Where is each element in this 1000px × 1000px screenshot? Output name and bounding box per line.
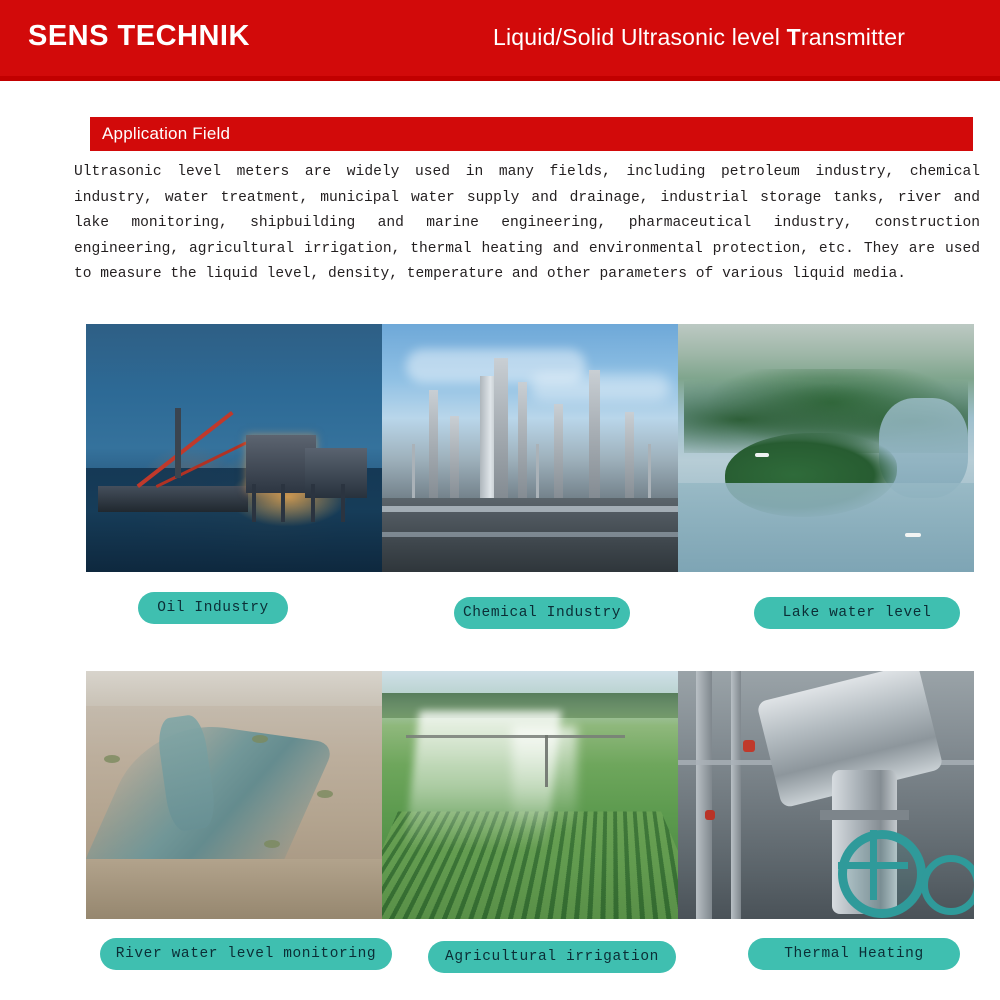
caption-row-2 (86, 938, 974, 980)
image-agricultural-irrigation (382, 671, 678, 919)
gallery-row-2 (86, 671, 974, 919)
barge-shape (98, 486, 248, 512)
shrub-shape (264, 840, 280, 848)
caption-agricultural-irrigation: Agricultural irrigation (428, 941, 676, 973)
header-underline (0, 76, 1000, 81)
irrigation-boom (406, 735, 625, 738)
red-fitting (743, 740, 755, 752)
river-bank (86, 859, 382, 919)
flange-plate (820, 810, 909, 820)
platform-leg (281, 484, 285, 522)
derrick-tower (175, 408, 181, 478)
pipe-rack (382, 506, 678, 512)
brand-logo-text: SENS TECHNIK (28, 20, 250, 52)
image-oil-industry (86, 324, 382, 572)
chimney-stack (554, 404, 563, 508)
page-title-text-end: ransmitter (800, 24, 906, 50)
page-title-emphasis: T (786, 24, 801, 50)
valve-wheel-secondary-icon (921, 855, 974, 915)
page-header (0, 0, 1000, 76)
shrub-shape (104, 755, 120, 763)
irrigation-mast (545, 735, 548, 787)
pipe-rack (382, 532, 678, 537)
platform-leg (311, 484, 315, 522)
chimney-stack (450, 416, 459, 508)
boat-shape (905, 533, 921, 537)
caption-river-water-level-monitoring: River water level monitoring (100, 938, 392, 970)
caption-oil-industry: Oil Industry (138, 592, 288, 624)
boat-shape (755, 453, 769, 457)
caption-row-1 (86, 588, 974, 630)
caption-lake-water-level: Lake water level (754, 597, 960, 629)
image-chemical-industry (382, 324, 678, 572)
page-title (493, 24, 905, 51)
chimney-stack (494, 358, 508, 508)
vertical-pipe (731, 671, 741, 919)
water-body-lower (678, 483, 974, 572)
chimney-stack (589, 370, 600, 508)
chimney-stack (518, 382, 527, 508)
image-lake-water-level (678, 324, 974, 572)
platform-leg (252, 484, 256, 522)
section-header-application-field (84, 117, 973, 151)
platform-leg (341, 484, 345, 522)
vertical-pipe (696, 671, 712, 919)
shrub-shape (317, 790, 333, 798)
gallery-row-1 (86, 324, 974, 572)
red-fitting (705, 810, 715, 820)
caption-thermal-heating: Thermal Heating (748, 938, 960, 970)
valve-spokes-icon (838, 830, 908, 900)
image-river-water-level-monitoring (86, 671, 382, 919)
image-thermal-heating (678, 671, 974, 919)
page-title-text: Liquid/Solid Ultrasonic level (493, 24, 787, 50)
chimney-stack (429, 390, 438, 508)
section-header-label: Application Field (102, 124, 231, 143)
caption-chemical-industry: Chemical Industry (454, 597, 630, 629)
sky-layer (86, 671, 382, 706)
application-field-paragraph: Ultrasonic level meters are widely used in many fields, including petroleum industry, chemical industry, water treatment, municipal water supply and drainage, industrial storage tanks, river and lake monitoring, shipbuilding and marine engineering, pharmaceutical industry, construction engineering, agricultural irrigation, thermal heating and environmental protection, etc. They are used to measure the liquid level, density, temperature and other parameters of various liquid media. (74, 164, 980, 282)
chimney-stack (625, 412, 634, 508)
